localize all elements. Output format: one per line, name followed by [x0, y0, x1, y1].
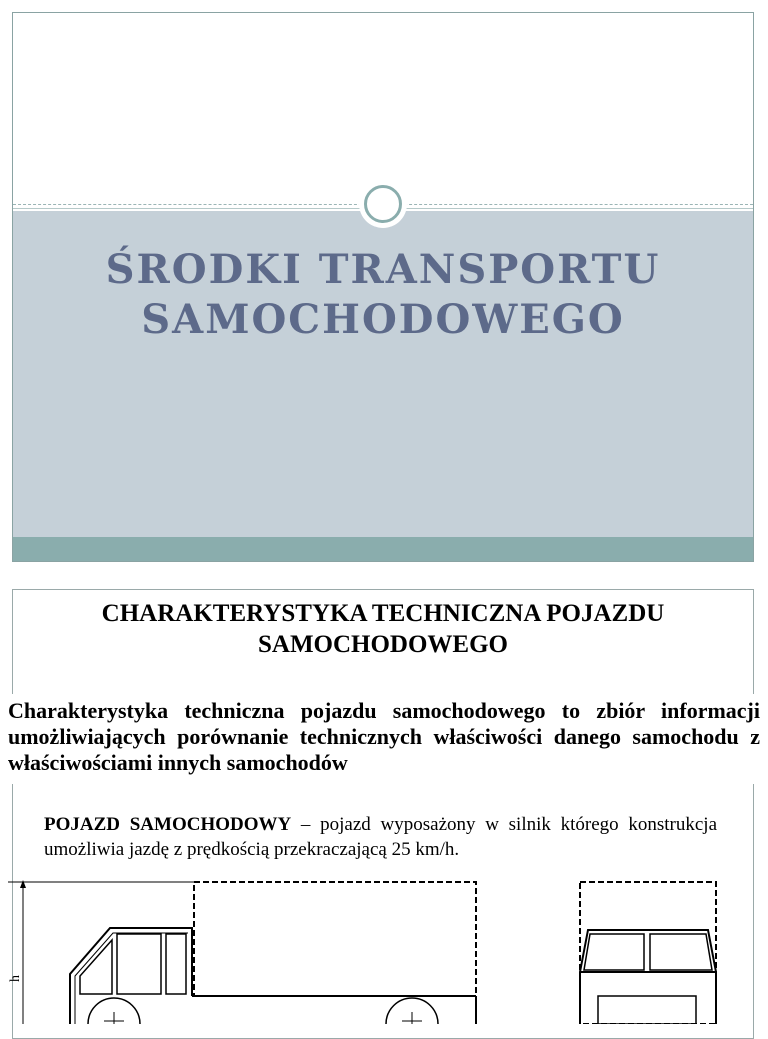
- ring-icon: [364, 185, 402, 223]
- definition-text: – pojazd wyposażony w silnik którego konstrukcja umożliwia jazdę z prędkością przekraczającą 25 km/h.: [44, 814, 717, 860]
- front-windshield-left: [584, 934, 644, 970]
- title-line-1: ŚRODKI TRANSPORTU: [105, 246, 661, 293]
- dimension-arrow-icon: [20, 880, 26, 888]
- footer-band: [13, 537, 753, 562]
- definition-term: POJAZD SAMOCHODOWY: [44, 814, 292, 835]
- side-window: [117, 934, 161, 994]
- front-window: [80, 940, 112, 994]
- rear-window: [166, 934, 186, 994]
- slide-title: [13, 245, 753, 345]
- cargo-box-outline: [194, 882, 476, 996]
- title-line-2: SAMOCHODOWEGO: [141, 296, 625, 343]
- front-windshield-right: [650, 934, 712, 970]
- title-slide: [12, 12, 754, 562]
- heading-line-1: CHARAKTERYSTYKA TECHNICZNA POJAZDU: [101, 600, 665, 627]
- circle-ornament-icon: [359, 180, 407, 228]
- height-label: h: [8, 975, 23, 982]
- slide-heading: [13, 598, 753, 660]
- definition-paragraph: [44, 812, 717, 862]
- heading-line-2: SAMOCHODOWEGO: [257, 631, 508, 658]
- vehicle-technical-drawing: [0, 876, 768, 1024]
- cab-outline: [70, 928, 192, 1024]
- intro-paragraph: Charakterystyka techniczna pojazdu samochodowego to zbiór informacji umożliwiających porównanie technicznych właściwości danego samochodu z właściwościami innych samochodów: [0, 694, 768, 784]
- front-grille: [598, 996, 696, 1024]
